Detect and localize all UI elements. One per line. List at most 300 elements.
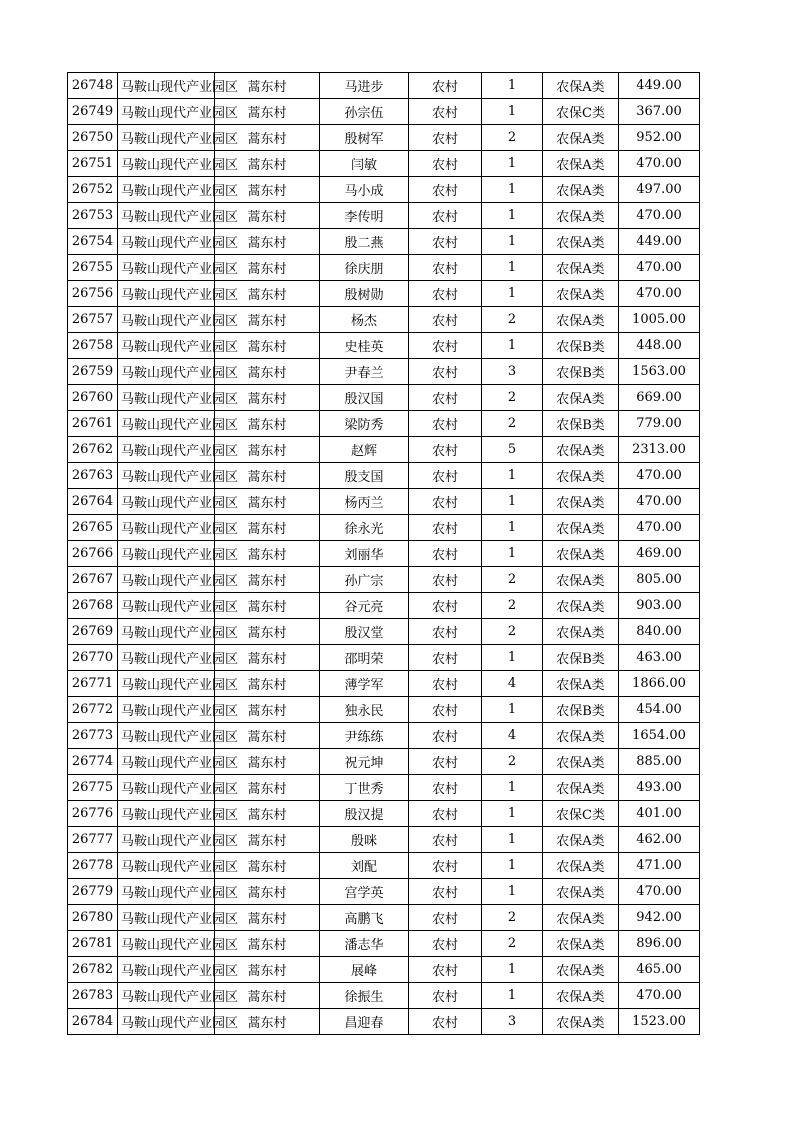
person-count-cell: 3 (482, 359, 543, 385)
record-id-cell: 26762 (68, 437, 118, 463)
town-cell (118, 385, 239, 411)
table-row (68, 957, 700, 983)
village-cell: 蒿东村 (215, 359, 320, 385)
category-cell: 农保A类 (543, 437, 619, 463)
category-cell: 农保A类 (543, 853, 619, 879)
name-cell: 殷咪 (320, 827, 409, 853)
category-cell: 农保A类 (543, 73, 619, 99)
person-count-cell: 1 (482, 463, 543, 489)
person-count-cell: 1 (482, 983, 543, 1009)
category-cell: 农保A类 (543, 125, 619, 151)
table-row (68, 645, 700, 671)
person-count-cell: 1 (482, 775, 543, 801)
village-cell: 蒿东村 (215, 255, 320, 281)
household-type-cell: 农村 (409, 151, 482, 177)
record-id-cell: 26770 (68, 645, 118, 671)
table-row (68, 827, 700, 853)
household-type-cell: 农村 (409, 801, 482, 827)
town-cell (118, 801, 239, 827)
town-cell (118, 359, 239, 385)
town-text: 马鞍山现代产业园区 (121, 106, 239, 121)
household-type-cell: 农村 (409, 775, 482, 801)
household-type-cell: 农村 (409, 73, 482, 99)
household-type-cell: 农村 (409, 385, 482, 411)
town-text: 马鞍山现代产业园区 (121, 860, 239, 875)
record-id-cell: 26759 (68, 359, 118, 385)
town-text: 马鞍山现代产业园区 (121, 574, 239, 589)
table-row (68, 515, 700, 541)
town-text: 马鞍山现代产业园区 (121, 886, 239, 901)
town-cell (118, 177, 239, 203)
table-row (68, 489, 700, 515)
record-id-cell: 26778 (68, 853, 118, 879)
household-type-cell: 农村 (409, 905, 482, 931)
household-type-cell: 农村 (409, 281, 482, 307)
name-cell: 殷二燕 (320, 229, 409, 255)
amount-cell: 840.00 (619, 619, 700, 645)
town-text: 马鞍山现代产业园区 (121, 470, 239, 485)
name-cell: 宫学英 (320, 879, 409, 905)
town-text: 马鞍山现代产业园区 (121, 444, 239, 459)
name-cell: 赵辉 (320, 437, 409, 463)
household-type-cell: 农村 (409, 541, 482, 567)
town-cell (118, 697, 239, 723)
town-text: 马鞍山现代产业园区 (121, 938, 239, 953)
person-count-cell: 1 (482, 853, 543, 879)
person-count-cell: 1 (482, 177, 543, 203)
household-type-cell: 农村 (409, 255, 482, 281)
person-count-cell: 1 (482, 333, 543, 359)
name-cell: 刘配 (320, 853, 409, 879)
category-cell: 农保C类 (543, 801, 619, 827)
person-count-cell: 1 (482, 697, 543, 723)
town-text: 马鞍山现代产业园区 (121, 340, 239, 355)
town-text: 马鞍山现代产业园区 (121, 496, 239, 511)
village-cell: 蒿东村 (215, 385, 320, 411)
table-row (68, 983, 700, 1009)
household-type-cell: 农村 (409, 645, 482, 671)
name-cell: 杨杰 (320, 307, 409, 333)
town-cell (118, 515, 239, 541)
table-row (68, 671, 700, 697)
category-cell: 农保C类 (543, 99, 619, 125)
name-cell: 丁世秀 (320, 775, 409, 801)
person-count-cell: 2 (482, 307, 543, 333)
amount-cell: 471.00 (619, 853, 700, 879)
village-cell: 蒿东村 (215, 827, 320, 853)
record-id-cell: 26780 (68, 905, 118, 931)
household-type-cell: 农村 (409, 229, 482, 255)
town-cell (118, 229, 239, 255)
household-type-cell: 农村 (409, 749, 482, 775)
town-cell (118, 827, 239, 853)
record-id-cell: 26783 (68, 983, 118, 1009)
village-cell: 蒿东村 (215, 905, 320, 931)
person-count-cell: 1 (482, 489, 543, 515)
record-id-cell: 26784 (68, 1009, 118, 1035)
person-count-cell: 4 (482, 723, 543, 749)
person-count-cell: 3 (482, 1009, 543, 1035)
household-type-cell: 农村 (409, 463, 482, 489)
name-cell: 殷树军 (320, 125, 409, 151)
town-text: 马鞍山现代产业园区 (121, 418, 239, 433)
town-text: 马鞍山现代产业园区 (121, 158, 239, 173)
table-row (68, 385, 700, 411)
village-cell: 蒿东村 (215, 281, 320, 307)
person-count-cell: 2 (482, 619, 543, 645)
category-cell: 农保A类 (543, 671, 619, 697)
town-text: 马鞍山现代产业园区 (121, 834, 239, 849)
category-cell: 农保A类 (543, 203, 619, 229)
town-text: 马鞍山现代产业园区 (121, 626, 239, 641)
village-cell: 蒿东村 (215, 983, 320, 1009)
village-cell: 蒿东村 (215, 125, 320, 151)
name-cell: 谷元亮 (320, 593, 409, 619)
table-row (68, 437, 700, 463)
table-row (68, 801, 700, 827)
record-id-cell: 26772 (68, 697, 118, 723)
town-text: 马鞍山现代产业园区 (121, 756, 239, 771)
amount-cell: 2313.00 (619, 437, 700, 463)
village-cell: 蒿东村 (215, 723, 320, 749)
category-cell: 农保A类 (543, 515, 619, 541)
amount-cell: 470.00 (619, 879, 700, 905)
person-count-cell: 1 (482, 73, 543, 99)
household-type-cell: 农村 (409, 125, 482, 151)
amount-cell: 470.00 (619, 983, 700, 1009)
record-id-cell: 26761 (68, 411, 118, 437)
town-text: 马鞍山现代产业园区 (121, 782, 239, 797)
household-type-cell: 农村 (409, 1009, 482, 1035)
record-id-cell: 26776 (68, 801, 118, 827)
table-row (68, 177, 700, 203)
village-cell: 蒿东村 (215, 671, 320, 697)
town-cell (118, 749, 239, 775)
person-count-cell: 2 (482, 593, 543, 619)
category-cell: 农保B类 (543, 645, 619, 671)
person-count-cell: 1 (482, 99, 543, 125)
household-type-cell: 农村 (409, 879, 482, 905)
town-text: 马鞍山现代产业园区 (121, 132, 239, 147)
person-count-cell: 2 (482, 749, 543, 775)
table-row (68, 333, 700, 359)
table-row (68, 99, 700, 125)
amount-cell: 942.00 (619, 905, 700, 931)
record-id-cell: 26753 (68, 203, 118, 229)
town-text: 马鞍山现代产业园区 (121, 912, 239, 927)
amount-cell: 896.00 (619, 931, 700, 957)
amount-cell: 669.00 (619, 385, 700, 411)
name-cell: 闫敏 (320, 151, 409, 177)
person-count-cell: 1 (482, 281, 543, 307)
amount-cell: 885.00 (619, 749, 700, 775)
name-cell: 徐振生 (320, 983, 409, 1009)
table-row (68, 853, 700, 879)
person-count-cell: 1 (482, 801, 543, 827)
village-cell: 蒿东村 (215, 463, 320, 489)
name-cell: 史桂英 (320, 333, 409, 359)
table-row (68, 229, 700, 255)
person-count-cell: 2 (482, 905, 543, 931)
table-row (68, 775, 700, 801)
category-cell: 农保B类 (543, 333, 619, 359)
village-cell: 蒿东村 (215, 437, 320, 463)
category-cell: 农保A类 (543, 1009, 619, 1035)
village-cell: 蒿东村 (215, 411, 320, 437)
record-id-cell: 26774 (68, 749, 118, 775)
category-cell: 农保A类 (543, 385, 619, 411)
town-cell (118, 1009, 239, 1035)
household-type-cell: 农村 (409, 983, 482, 1009)
amount-cell: 469.00 (619, 541, 700, 567)
name-cell: 殷支国 (320, 463, 409, 489)
person-count-cell: 1 (482, 827, 543, 853)
town-text: 马鞍山现代产业园区 (121, 314, 239, 329)
table-row (68, 151, 700, 177)
record-id-cell: 26766 (68, 541, 118, 567)
record-id-cell: 26773 (68, 723, 118, 749)
village-cell: 蒿东村 (215, 957, 320, 983)
household-type-cell: 农村 (409, 99, 482, 125)
village-cell: 蒿东村 (215, 749, 320, 775)
village-cell: 蒿东村 (215, 697, 320, 723)
category-cell: 农保A类 (543, 931, 619, 957)
town-text: 马鞍山现代产业园区 (121, 210, 239, 225)
town-cell (118, 437, 239, 463)
town-cell (118, 73, 239, 99)
records-table-body (68, 73, 700, 1035)
record-id-cell: 26749 (68, 99, 118, 125)
household-type-cell: 农村 (409, 307, 482, 333)
amount-cell: 448.00 (619, 333, 700, 359)
record-id-cell: 26781 (68, 931, 118, 957)
table-row (68, 619, 700, 645)
name-cell: 昌迎春 (320, 1009, 409, 1035)
household-type-cell: 农村 (409, 177, 482, 203)
amount-cell: 1866.00 (619, 671, 700, 697)
household-type-cell: 农村 (409, 359, 482, 385)
household-type-cell: 农村 (409, 333, 482, 359)
record-id-cell: 26757 (68, 307, 118, 333)
amount-cell: 497.00 (619, 177, 700, 203)
village-cell: 蒿东村 (215, 619, 320, 645)
name-cell: 孙宗伍 (320, 99, 409, 125)
town-cell (118, 281, 239, 307)
table-row (68, 541, 700, 567)
household-type-cell: 农村 (409, 697, 482, 723)
table-row (68, 73, 700, 99)
table-row (68, 697, 700, 723)
town-cell (118, 931, 239, 957)
name-cell: 殷汉堂 (320, 619, 409, 645)
amount-cell: 470.00 (619, 515, 700, 541)
record-id-cell: 26760 (68, 385, 118, 411)
town-cell (118, 853, 239, 879)
amount-cell: 903.00 (619, 593, 700, 619)
village-cell: 蒿东村 (215, 879, 320, 905)
person-count-cell: 1 (482, 879, 543, 905)
person-count-cell: 2 (482, 385, 543, 411)
record-id-cell: 26769 (68, 619, 118, 645)
town-text: 马鞍山现代产业园区 (121, 964, 239, 979)
town-cell (118, 307, 239, 333)
records-table (67, 72, 700, 1035)
name-cell: 殷汉国 (320, 385, 409, 411)
amount-cell: 493.00 (619, 775, 700, 801)
village-cell: 蒿东村 (215, 151, 320, 177)
table-row (68, 1009, 700, 1035)
town-cell (118, 645, 239, 671)
amount-cell: 470.00 (619, 203, 700, 229)
village-cell: 蒿东村 (215, 1009, 320, 1035)
town-cell (118, 541, 239, 567)
town-cell (118, 983, 239, 1009)
table-row (68, 359, 700, 385)
person-count-cell: 1 (482, 515, 543, 541)
category-cell: 农保A类 (543, 541, 619, 567)
town-cell (118, 255, 239, 281)
category-cell: 农保A类 (543, 567, 619, 593)
town-text: 马鞍山现代产业园区 (121, 288, 239, 303)
category-cell: 农保B类 (543, 697, 619, 723)
category-cell: 农保A类 (543, 905, 619, 931)
table-row (68, 879, 700, 905)
town-cell (118, 879, 239, 905)
table-row (68, 905, 700, 931)
table-row (68, 411, 700, 437)
category-cell: 农保A类 (543, 723, 619, 749)
table-row (68, 125, 700, 151)
table-row (68, 723, 700, 749)
record-id-cell: 26775 (68, 775, 118, 801)
amount-cell: 449.00 (619, 73, 700, 99)
category-cell: 农保A类 (543, 177, 619, 203)
category-cell: 农保A类 (543, 879, 619, 905)
household-type-cell: 农村 (409, 827, 482, 853)
village-cell: 蒿东村 (215, 307, 320, 333)
village-cell: 蒿东村 (215, 645, 320, 671)
amount-cell: 470.00 (619, 281, 700, 307)
name-cell: 梁防秀 (320, 411, 409, 437)
town-text: 马鞍山现代产业园区 (121, 1016, 239, 1031)
name-cell: 李传明 (320, 203, 409, 229)
table-row (68, 931, 700, 957)
household-type-cell: 农村 (409, 203, 482, 229)
person-count-cell: 1 (482, 229, 543, 255)
household-type-cell: 农村 (409, 411, 482, 437)
category-cell: 农保A类 (543, 749, 619, 775)
person-count-cell: 5 (482, 437, 543, 463)
amount-cell: 779.00 (619, 411, 700, 437)
town-cell (118, 151, 239, 177)
category-cell: 农保B类 (543, 359, 619, 385)
town-text: 马鞍山现代产业园区 (121, 522, 239, 537)
town-text: 马鞍山现代产业园区 (121, 236, 239, 251)
village-cell: 蒿东村 (215, 333, 320, 359)
amount-cell: 454.00 (619, 697, 700, 723)
village-cell: 蒿东村 (215, 203, 320, 229)
household-type-cell: 农村 (409, 489, 482, 515)
person-count-cell: 1 (482, 203, 543, 229)
town-text: 马鞍山现代产业园区 (121, 990, 239, 1005)
amount-cell: 1005.00 (619, 307, 700, 333)
record-id-cell: 26768 (68, 593, 118, 619)
amount-cell: 401.00 (619, 801, 700, 827)
village-cell: 蒿东村 (215, 541, 320, 567)
record-id-cell: 26752 (68, 177, 118, 203)
household-type-cell: 农村 (409, 437, 482, 463)
name-cell: 邵明荣 (320, 645, 409, 671)
table-row (68, 567, 700, 593)
town-text: 马鞍山现代产业园区 (121, 548, 239, 563)
person-count-cell: 1 (482, 957, 543, 983)
person-count-cell: 2 (482, 411, 543, 437)
record-id-cell: 26756 (68, 281, 118, 307)
amount-cell: 1563.00 (619, 359, 700, 385)
village-cell: 蒿东村 (215, 593, 320, 619)
name-cell: 薄学军 (320, 671, 409, 697)
village-cell: 蒿东村 (215, 489, 320, 515)
category-cell: 农保B类 (543, 411, 619, 437)
name-cell: 展峰 (320, 957, 409, 983)
town-text: 马鞍山现代产业园区 (121, 678, 239, 693)
category-cell: 农保A类 (543, 229, 619, 255)
household-type-cell: 农村 (409, 853, 482, 879)
name-cell: 马进步 (320, 73, 409, 99)
name-cell: 高鹏飞 (320, 905, 409, 931)
name-cell: 独永民 (320, 697, 409, 723)
town-text: 马鞍山现代产业园区 (121, 808, 239, 823)
amount-cell: 465.00 (619, 957, 700, 983)
category-cell: 农保A类 (543, 827, 619, 853)
amount-cell: 470.00 (619, 255, 700, 281)
household-type-cell: 农村 (409, 723, 482, 749)
amount-cell: 470.00 (619, 489, 700, 515)
town-cell (118, 411, 239, 437)
name-cell: 马小成 (320, 177, 409, 203)
name-cell: 杨丙兰 (320, 489, 409, 515)
category-cell: 农保A类 (543, 775, 619, 801)
record-id-cell: 26764 (68, 489, 118, 515)
amount-cell: 805.00 (619, 567, 700, 593)
village-cell: 蒿东村 (215, 73, 320, 99)
town-cell (118, 333, 239, 359)
village-cell: 蒿东村 (215, 801, 320, 827)
household-type-cell: 农村 (409, 931, 482, 957)
household-type-cell: 农村 (409, 957, 482, 983)
name-cell: 潘志华 (320, 931, 409, 957)
category-cell: 农保A类 (543, 593, 619, 619)
name-cell: 祝元坤 (320, 749, 409, 775)
record-id-cell: 26755 (68, 255, 118, 281)
table-row (68, 593, 700, 619)
town-cell (118, 671, 239, 697)
record-id-cell: 26767 (68, 567, 118, 593)
person-count-cell: 4 (482, 671, 543, 697)
town-cell (118, 203, 239, 229)
record-id-cell: 26782 (68, 957, 118, 983)
village-cell: 蒿东村 (215, 99, 320, 125)
category-cell: 农保A类 (543, 307, 619, 333)
town-cell (118, 619, 239, 645)
town-cell (118, 957, 239, 983)
name-cell: 殷树勋 (320, 281, 409, 307)
record-id-cell: 26777 (68, 827, 118, 853)
village-cell: 蒿东村 (215, 853, 320, 879)
amount-cell: 1654.00 (619, 723, 700, 749)
record-id-cell: 26748 (68, 73, 118, 99)
town-text: 马鞍山现代产业园区 (121, 80, 239, 95)
